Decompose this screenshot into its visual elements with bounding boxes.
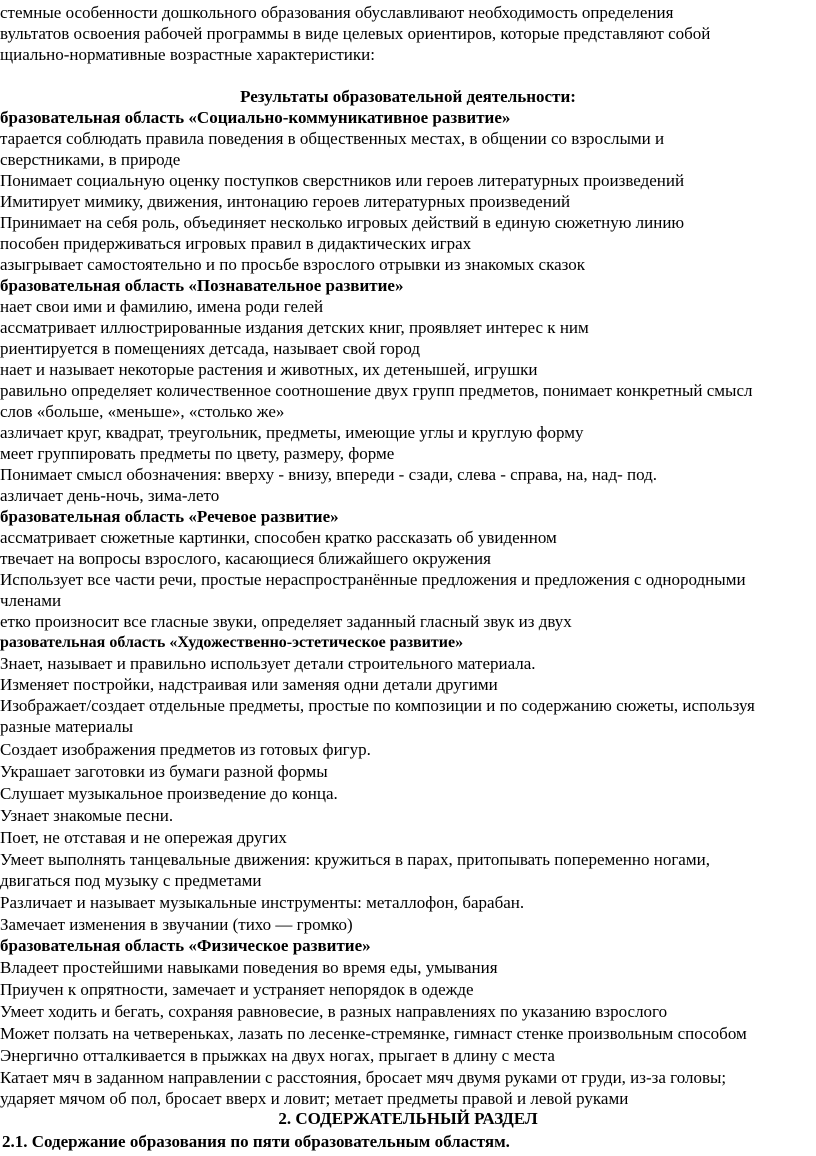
section-title: 2. СОДЕРЖАТЕЛЬНЫЙ РАЗДЕЛ — [278, 1109, 538, 1128]
list-item: Понимает социальную оценку поступков сверстников или героев литературных произведений — [0, 171, 685, 190]
intro-line: вультатов освоения рабочей программы в виде целевых ориентиров, которые представляют собой — [0, 24, 711, 43]
list-item: Имитирует мимику, движения, интонацию героев литературных произведений — [0, 192, 571, 211]
list-item: Принимает на себя роль, объединяет несколько игровых действий в единую сюжетную линию — [0, 213, 685, 232]
list-item: Умеет выполнять танцевальные движения: кружиться в парах, притопывать попеременно ногами, — [0, 850, 710, 869]
list-item: Знает, называет и правильно использует детали строительного материала. — [0, 654, 536, 673]
list-item: ударяет мячом об пол, бросает вверх и ловит; метает предметы правой и левой руками — [0, 1089, 629, 1108]
list-item: равильно определяет количественное соотношение двух групп предметов, понимает конкретный смысл — [0, 381, 753, 400]
results-title: Результаты образовательной деятельности: — [240, 87, 576, 106]
list-item: меет группировать предметы по цвету, размеру, форме — [0, 444, 395, 463]
list-item: риентируется в помещениях детсада, называет свой город — [0, 339, 421, 358]
area-heading-speech: бразовательная область «Речевое развитие» — [0, 507, 339, 526]
list-item: сверстниками, в природе — [0, 150, 181, 169]
list-item: Умеет ходить и бегать, сохраняя равновесие, в разных направлениях по указанию взрослого — [0, 1002, 668, 1021]
list-item: разные материалы — [0, 717, 133, 736]
list-item: Изображает/создает отдельные предметы, простые по композиции и по содержанию сюжеты, используя — [0, 696, 755, 715]
list-item: нает свои ими и фамилию, имена роди гелей — [0, 297, 324, 316]
list-item: Использует все части речи, простые нераспространённые предложения и предложения с однородными — [0, 570, 746, 589]
area-heading-physical: бразовательная область «Физическое развитие» — [0, 936, 371, 955]
list-item: азличает круг, квадрат, треугольник, предметы, имеющие углы и круглую форму — [0, 423, 584, 442]
list-item: двигаться под музыку с предметами — [0, 871, 262, 890]
list-item: азличает день-ночь, зима-лето — [0, 486, 220, 505]
list-item: Слушает музыкальное произведение до конца. — [0, 784, 338, 803]
list-item: етко произносит все гласные звуки, определяет заданный гласный звук из двух — [0, 612, 572, 631]
list-item: Узнает знакомые песни. — [0, 806, 174, 825]
area-heading-social: бразовательная область «Социально-коммуникативное развитие» — [0, 108, 511, 127]
list-item: Приучен к опрятности, замечает и устраняет непорядок в одежде — [0, 980, 474, 999]
list-item: ассматривает иллюстрированные издания детских книг, проявляет интерес к ним — [0, 318, 589, 337]
list-item: членами — [0, 591, 62, 610]
list-item: ассматривает сюжетные картинки, способен кратко рассказать об увиденном — [0, 528, 557, 547]
list-item: пособен придерживаться игровых правил в дидактических играх — [0, 234, 472, 253]
list-item: Создает изображения предметов из готовых фигур. — [0, 740, 371, 759]
list-item: Владеет простейшими навыками поведения во время еды, умывания — [0, 958, 498, 977]
list-item: нает и называет некоторые растения и животных, их детенышей, игрушки — [0, 360, 538, 379]
list-item: слов «больше, «меньше», «столько же» — [0, 402, 285, 421]
area-heading-artistic: разовательная область «Художественно-эстетическое развитие» — [0, 634, 464, 651]
intro-line: щиально-нормативные возрастные характеристики: — [0, 45, 375, 64]
list-item: Изменяет постройки, надстраивая или заменяя одни детали другими — [0, 675, 498, 694]
subsection-title: 2.1. Содержание образования по пяти образовательным областям. — [2, 1132, 510, 1151]
list-item: Катает мяч в заданном направлении с расстояния, бросает мяч двумя руками от груди, из-за головы; — [0, 1068, 727, 1087]
intro-line: стемные особенности дошкольного образования обуславливают необходимость определения — [0, 3, 674, 22]
list-item: Понимает смысл обозначения: вверху - внизу, впереди - сзади, слева - справа, на, над- под. — [0, 465, 658, 484]
list-item: Энергично отталкивается в прыжках на двух ногах, прыгает в длину с места — [0, 1046, 555, 1065]
list-item: Замечает изменения в звучании (тихо — громко) — [0, 915, 353, 934]
list-item: твечает на вопросы взрослого, касающиеся ближайшего окружения — [0, 549, 491, 568]
list-item: Поет, не отставая и не опережая других — [0, 828, 287, 847]
list-item: азыгрывает самостоятельно и по просьбе взрослого отрывки из знакомых сказок — [0, 255, 586, 274]
area-heading-cognitive: бразовательная область «Познавательное развитие» — [0, 276, 404, 295]
list-item: Украшает заготовки из бумаги разной формы — [0, 762, 328, 781]
list-item: Может ползать на четвереньках, лазать по лесенке-стремянке, гимнаст стенке произвольным способом — [0, 1024, 747, 1043]
list-item: Различает и называет музыкальные инструменты: металлофон, барабан. — [0, 893, 525, 912]
list-item: тарается соблюдать правила поведения в общественных местах, в общении со взрослыми и — [0, 129, 665, 148]
